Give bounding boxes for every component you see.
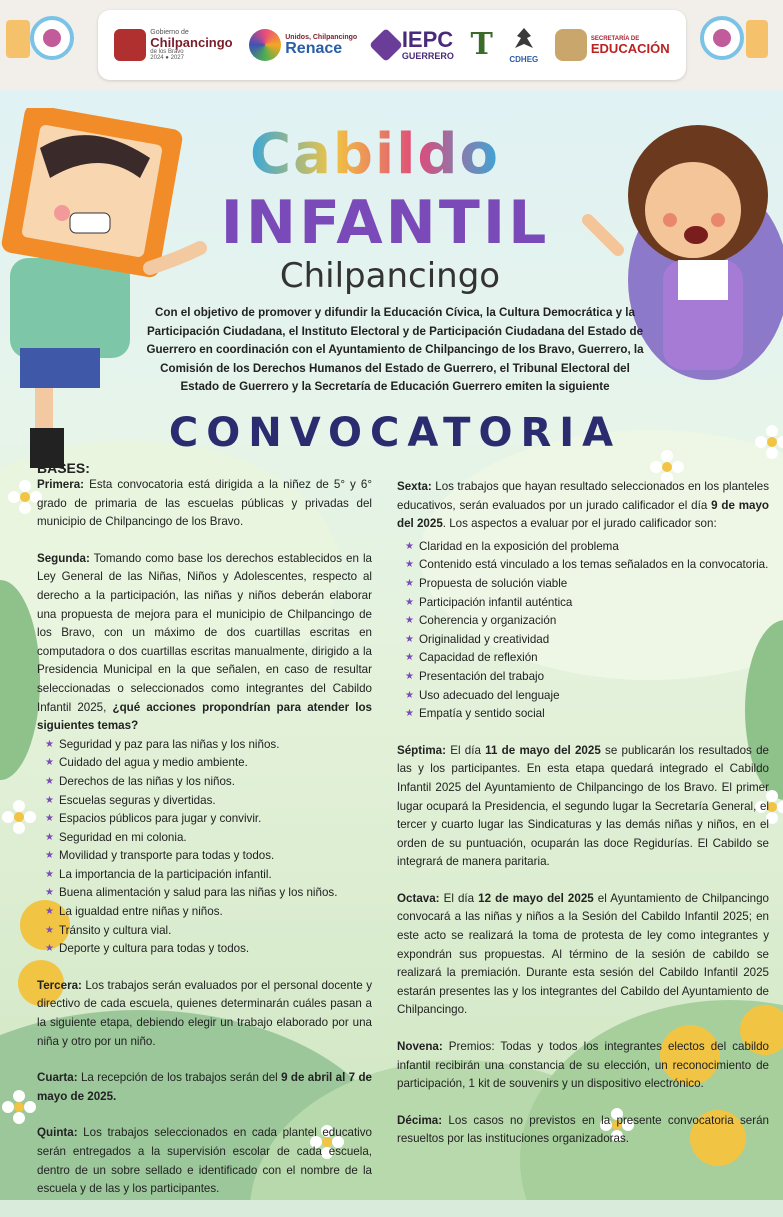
title-infantil: INFANTIL	[220, 188, 550, 258]
renace-logo	[249, 29, 357, 61]
list-item: ★ Espacios públicos para jugar y convivir.	[45, 810, 372, 829]
base-text: . Los aspectos a evaluar por el jurado calificador son:	[442, 517, 717, 531]
list-item: ★ Empatía y sentido social	[405, 705, 769, 724]
list-item: ★ Derechos de las niñas y los niños.	[45, 773, 372, 792]
list-item: ★ Tránsito y cultura vial.	[45, 922, 372, 941]
iepc-logo	[374, 29, 454, 61]
base-text: El día	[439, 891, 479, 905]
convocatoria-heading: CONVOCATORIA	[168, 410, 622, 456]
list-item: ★ Originalidad y creatividad	[405, 631, 769, 650]
base-quinta	[37, 1124, 372, 1198]
daisy-icon	[2, 800, 36, 834]
decorative-calendar-icon	[4, 14, 82, 64]
logo-sub: GUERRERO	[401, 51, 454, 61]
base-label: Novena:	[397, 1040, 443, 1054]
base-date: 9 de abril al 7 de mayo de 2025.	[37, 1071, 373, 1103]
intro-paragraph: Con el objetivo de promover y difundir la Educación Cívica, la Cultura Democrática y la Participación Ciudadana, el Instituto Electoral y de Participación Ciudadana del Estado de Guerrero en coordinación con el Ayuntamiento de Chilpancingo de los Bravo, Guerrero, la Comisión de los Derechos Humanos del Estado de Guerrero, el Tribunal Electoral del Estado de Guerrero y la Secretaría de Educación Guerrero emiten la siguiente	[146, 306, 644, 394]
base-text: Premios: Todas y todos los integrantes electos del cabildo infantil recibirán una constancia de su elección, un reconocimiento de participación, 1 kit de souvenirs y un dispositivo electrónico.	[397, 1040, 769, 1091]
list-item: ★ Participación infantil auténtica	[405, 594, 769, 613]
logo-sub: Unidos, Chilpancingo	[285, 33, 358, 41]
temas-list	[37, 736, 372, 959]
base-text: Los trabajos seleccionados en cada plantel educativo serán entregados a la supervisión escolar de cada escuela, dentro de un sobre sellado e identificado con el nombre de la escuela y de las y los participantes.	[37, 1126, 372, 1196]
list-item: ★ Claridad en la exposición del problema	[405, 538, 769, 557]
list-item: ★ Deporte y cultura para todas y todos.	[45, 940, 372, 959]
aspectos-list	[397, 538, 769, 724]
list-item: ★ Coherencia y organización	[405, 612, 769, 631]
chilpancingo-logo	[114, 29, 232, 61]
list-item: ★ Contenido está vinculado a los temas señalados en la convocatoria.	[405, 556, 769, 575]
logo-name: T	[470, 27, 493, 62]
header-bar	[0, 0, 783, 90]
base-text: se publicarán los resultados de las y los participantes. En esta etapa quedará integrado el Cabildo Infantil 2025 del Ayuntamiento de Chilpancingo de los Bravo. El primer lugar ocupará la Presidencia, el segundo lugar la Secretaría General, el tercer y cuarto lugar las Sindicaturas y las demás niñas y niños, en el orden de su puntuación, ocuparán las doce Regidurías. El Cabildo se integrará de manera paritaria.	[397, 743, 769, 869]
tribunal-logo	[470, 27, 493, 62]
base-text: el Ayuntamiento de Chilpancingo convocará a las niñas y niños a la Sesión del Cabildo Infantil 2025; en este acto se realizará la toma de protesta de ley como integrantes y expondrán sus propuestas. Al término de la sesión de cabildo se realizará la premiación. Durante esta sesión del Cabildo Infantil 2025 estarán presentes las y los integrantes del Cabildo del Ayuntamiento de Chilpancingo.	[397, 891, 769, 1017]
eagle-icon	[511, 26, 537, 56]
base-decima	[397, 1112, 769, 1149]
logo-name: CDHEG	[509, 55, 539, 64]
bases-heading: BASES:	[37, 460, 90, 476]
base-text: La recepción de los trabajos serán del	[77, 1071, 282, 1085]
base-label: Séptima:	[397, 743, 446, 757]
renace-flower-icon	[249, 29, 281, 61]
base-septima	[397, 742, 769, 872]
logo-name: Renace	[285, 39, 343, 57]
base-label: Cuarta:	[37, 1071, 78, 1085]
left-column	[37, 460, 372, 1217]
logo-years: 2024 ● 2027	[150, 55, 184, 61]
base-label: Primera:	[37, 478, 85, 491]
base-sexta	[397, 478, 769, 534]
base-primera	[37, 476, 372, 532]
daisy-icon	[2, 1090, 36, 1124]
decorative-calendar-icon	[692, 14, 770, 64]
logo-sub: SECRETARÍA DE	[590, 35, 640, 42]
base-label: Quinta:	[37, 1126, 78, 1140]
base-segunda	[37, 550, 372, 736]
chilpancingo-shield-icon	[114, 29, 146, 61]
base-label: Décima:	[397, 1113, 443, 1127]
base-label: Octava:	[397, 891, 440, 905]
base-octava	[397, 890, 769, 1020]
list-item: ★ Escuelas seguras y divertidas.	[45, 792, 372, 811]
list-item: ★ La importancia de la participación infantil.	[45, 866, 372, 885]
sponsor-logos	[98, 10, 686, 80]
base-text: Los trabajos serán evaluados por el personal docente y directivo de cada escuela, quienes determinarán cuáles pasan a la siguiente etapa, debiendo elegir un trabajo elaborado por una niña y otro por un niño.	[37, 978, 372, 1048]
list-item: ★ Cuidado del agua y medio ambiente.	[45, 754, 372, 773]
logo-sub: Gobierno de	[150, 29, 189, 36]
base-date: 9 de mayo del 2025	[397, 498, 769, 531]
logo-sub2: de los Bravo	[150, 49, 184, 55]
base-tercera	[37, 977, 372, 1051]
base-label: Sexta:	[397, 480, 432, 493]
base-text: Los casos no previstos en la presente convocatoria serán resueltos por las instituciones organizadoras.	[397, 1113, 769, 1146]
base-date: 11 de mayo del 2025	[485, 743, 601, 757]
iepc-diamond-icon	[369, 28, 403, 62]
base-cuarta	[37, 1069, 372, 1106]
title-line1: Cabildo	[250, 122, 500, 187]
base-text: Esta convocatoria está dirigida a la niñez de 5° y 6° grado de primaria de las escuelas públicas y privadas del municipio de Chilpancingo de los Bravo.	[37, 478, 372, 529]
list-item: ★ Buena alimentación y salud para las niñas y los niños.	[45, 884, 372, 903]
list-item: ★ Capacidad de reflexión	[405, 649, 769, 668]
base-novena	[397, 1038, 769, 1094]
logo-name: EDUCACIÓN	[590, 40, 670, 56]
logo-name: Chilpancingo	[150, 35, 233, 50]
base-text: El día	[445, 743, 486, 757]
guerrero-emblem-icon	[555, 29, 587, 61]
base-label: Segunda:	[37, 551, 90, 565]
list-item: ★ Movilidad y transporte para todas y todos.	[45, 847, 372, 866]
list-item: ★ Propuesta de solución viable	[405, 575, 769, 594]
list-item: ★ Presentación del trabajo	[405, 668, 769, 687]
list-item: ★ Seguridad y paz para las niñas y los niños.	[45, 736, 372, 755]
cdheg-logo	[509, 26, 538, 64]
base-question: ¿qué acciones propondrían para atender los siguientes temas?	[37, 700, 372, 733]
title-chilpancingo: Chilpancingo	[279, 256, 501, 296]
list-item: ★ Uso adecuado del lenguaje	[405, 687, 769, 706]
base-text: Tomando como base los derechos establecidos en la Ley General de las Niñas, Niños y Adolescentes, respecto al derecho a la participación, las niñas y niños deberán elaborar una propuesta de mejora para el municipio de Chilpancingo de los Bravo, con un máximo de dos cuartillas escritas en computadora o dos cuartillas escritas manualmente, dirigido a la Presidencia Municipal en la que señalen, en caso de resultar seleccionadas o seleccionados como integrantes del Cabildo Infantil 2025,	[37, 551, 372, 714]
base-text: Los trabajos que hayan resultado seleccionados en los planteles educativos, serán evaluados por un jurado calificador el día	[397, 480, 769, 512]
list-item: ★ Seguridad en mi colonia.	[45, 829, 372, 848]
list-item: ★ La igualdad entre niñas y niños.	[45, 903, 372, 922]
title-cabildo	[240, 122, 510, 187]
base-date: 12 de mayo del 2025	[478, 891, 594, 905]
base-label: Tercera:	[37, 978, 82, 992]
daisy-icon	[755, 425, 783, 459]
educacion-logo	[555, 29, 670, 61]
logo-name: IEPC	[401, 27, 454, 52]
right-column	[397, 478, 769, 1167]
